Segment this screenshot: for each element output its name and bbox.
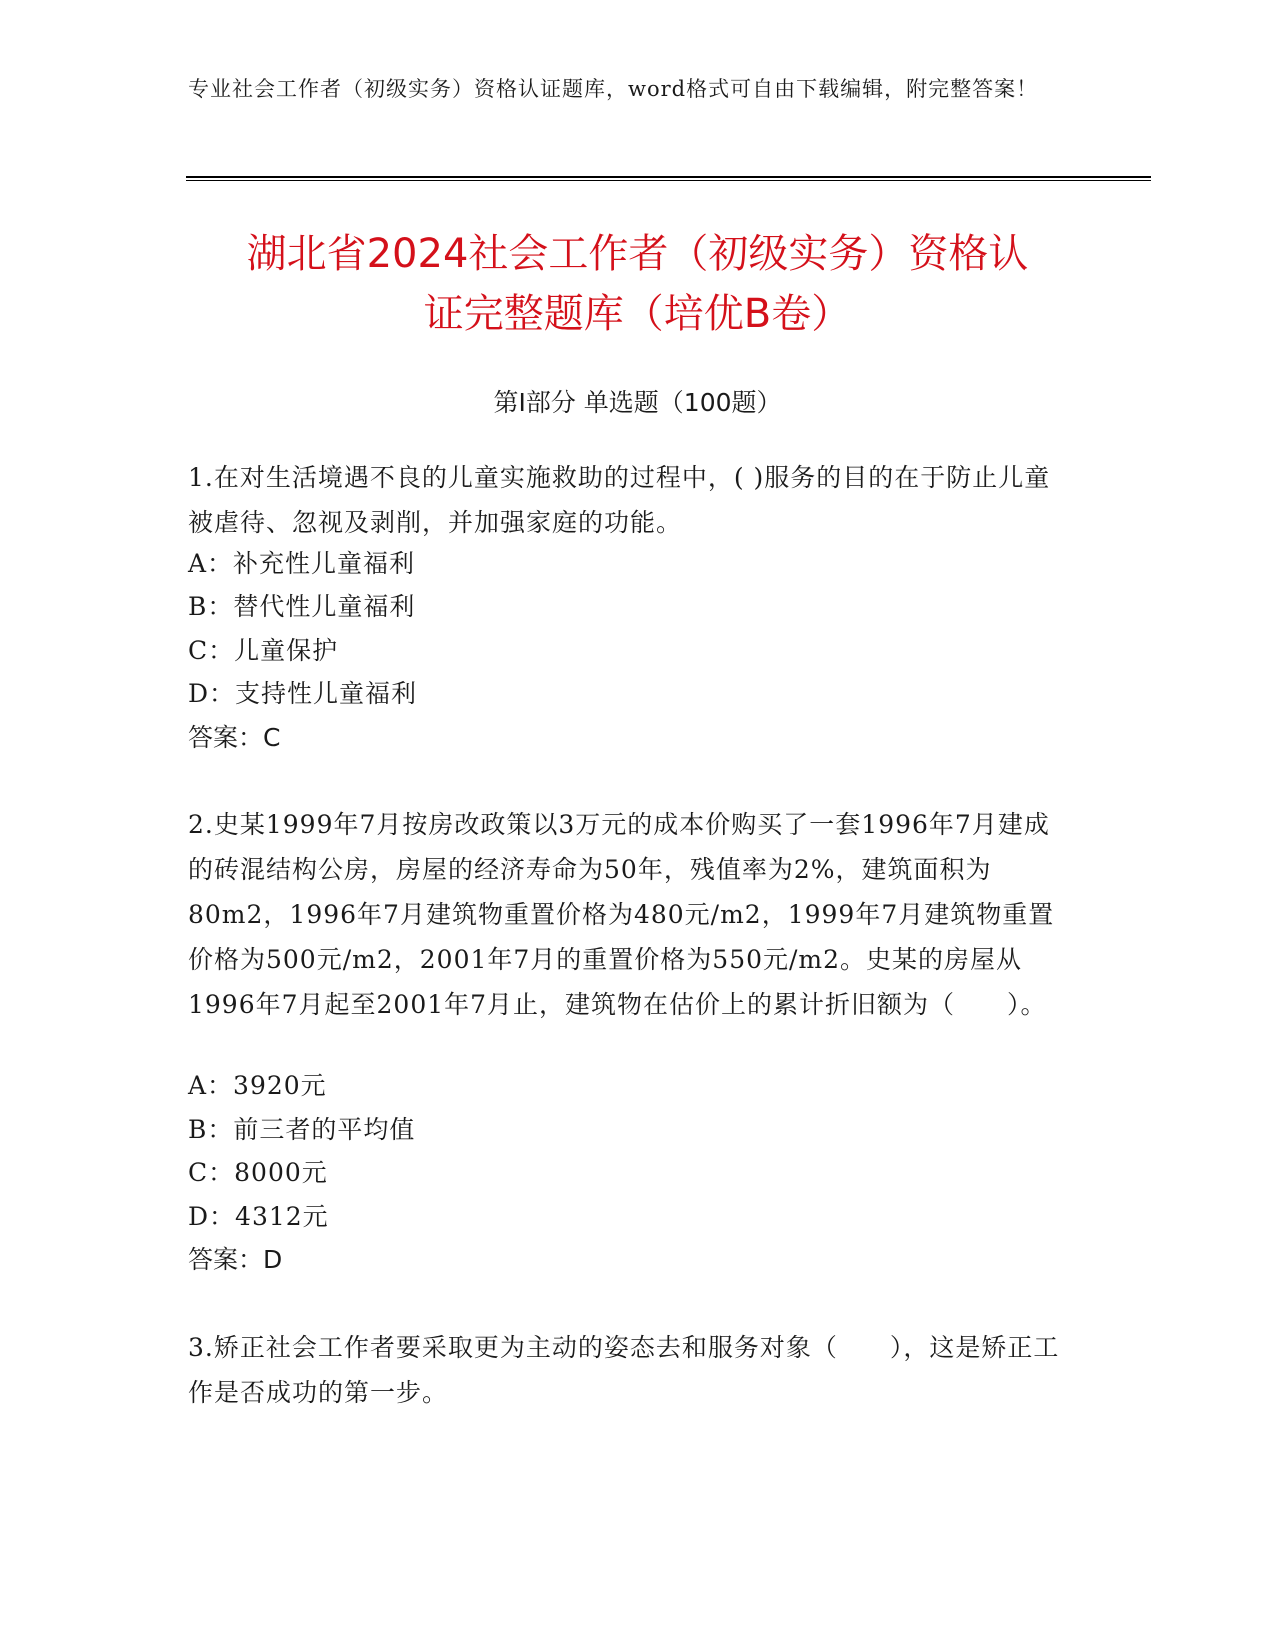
question-1-option-c: C：儿童保护 [188,636,339,665]
question-2-answer: 答案：D [188,1245,283,1274]
document-title-line-1: 湖北省2024社会工作者（初级实务）资格认 [246,231,1029,277]
document-title-line-2: 证完整题库（培优B卷） [423,291,852,337]
header-divider-thin [186,180,1151,181]
question-1-option-a: A：补充性儿童福利 [188,549,416,578]
question-2-text: 2.史某1999年7月按房改政策以3万元的成本价购买了一套1996年7月建成的砖混结构公房，房屋的经济寿命为50年，残值率为2%，建筑面积为80m2，1996年7月建筑物重置价格为480元/m2，1999年7月建筑物重置价格为500元/m2，2001年7月的重置价格为550元/m2。史某的房屋从1996年7月起至2001年7月止，建筑物在估价上的累计折旧额为（ ）。 [188,810,1055,1019]
header-note: 专业社会工作者（初级实务）资格认证题库，word格式可自由下载编辑，附完整答案！ [188,77,1039,101]
question-1-option-d: D：支持性儿童福利 [188,679,418,708]
document-title [170,224,1105,344]
question-2-option-d: D：4312元 [188,1202,329,1231]
question-2-option-a: A：3920元 [188,1071,327,1100]
section-title: 第I部分 单选题（100题） [493,388,782,417]
question-3-text: 3.矫正社会工作者要采取更为主动的姿态去和服务对象（ ），这是矫正工作是否成功的第一步。 [188,1333,1060,1407]
question-1-text: 1.在对生活境遇不良的儿童实施救助的过程中，( )服务的目的在于防止儿童被虐待、忽视及剥削，并加强家庭的功能。 [188,463,1051,537]
header-divider-thick [186,176,1151,178]
question-1-answer: 答案：C [188,723,281,752]
question-2-option-c: C：8000元 [188,1158,328,1187]
question-2-option-b: B：前三者的平均值 [188,1115,416,1144]
question-1-option-b: B：替代性儿童福利 [188,592,416,621]
